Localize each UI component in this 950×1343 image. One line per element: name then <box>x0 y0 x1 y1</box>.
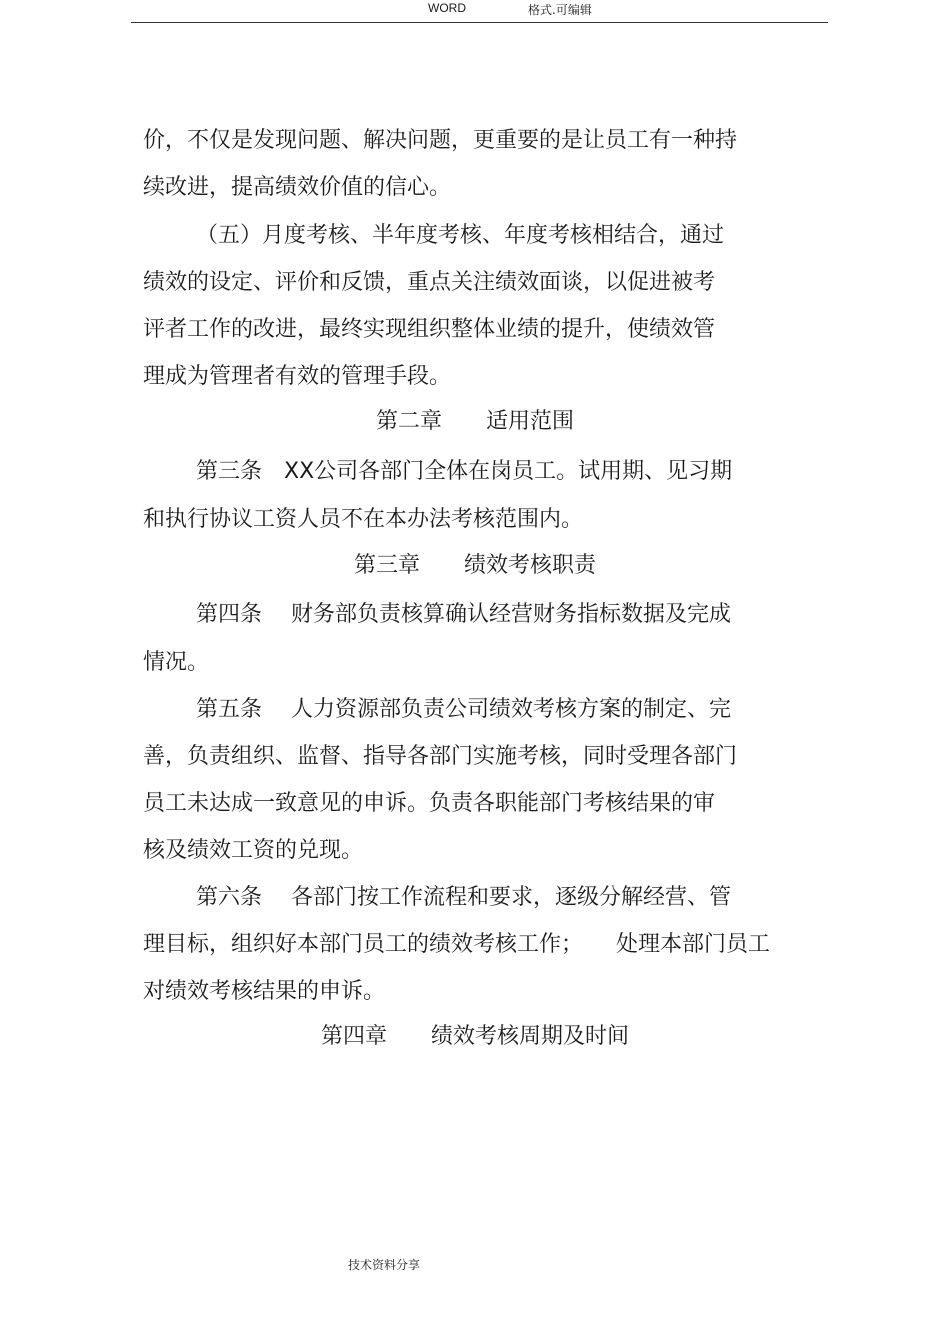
header-word-label: WORD <box>428 1 466 15</box>
body-line: 续改进，提高绩效价值的信心。 <box>143 175 452 200</box>
header-rule <box>131 22 828 23</box>
page-header <box>0 0 950 24</box>
body-line: 核及绩效工资的兑现。 <box>143 838 364 863</box>
page-footer: 技术资料分享 <box>348 1258 421 1272</box>
body-line: 评者工作的改进，最终实现组织整体业绩的提升，使绩效管 <box>143 317 716 342</box>
article-line: 第五条 人力资源部负责公司绩效考核方案的制定、完 <box>196 697 731 722</box>
body-line: 员工未达成一致意见的申诉。负责各职能部门考核结果的审 <box>143 791 716 816</box>
body-line: 情况。 <box>143 650 210 675</box>
chapter-heading: 第四章 绩效考核周期及时间 <box>320 1024 629 1049</box>
body-line: 理目标，组织好本部门员工的绩效考核工作； 处理本部门员工 <box>143 932 771 957</box>
body-line: 绩效的设定、评价和反馈，重点关注绩效面谈，以促进被考 <box>143 270 716 295</box>
header-format-label: 格式.可编辑 <box>528 3 592 17</box>
article-line: 第四条 财务部负责核算确认经营财务指标数据及完成 <box>196 602 731 627</box>
article-line: 第三条 XX公司各部门全体在岗员工。试用期、见习期 <box>196 459 733 484</box>
body-line: 理成为管理者有效的管理手段。 <box>143 364 452 389</box>
body-line: 善，负责组织、监督、指导各部门实施考核，同时受理各部门 <box>143 744 738 769</box>
body-line: 和执行协议工资人员不在本办法考核范围内。 <box>143 507 584 532</box>
body-line: 价，不仅是发现问题、解决问题，更重要的是让员工有一种持 <box>143 128 738 153</box>
chapter-heading: 第二章 适用范围 <box>375 409 574 434</box>
body-line: （五）月度考核、半年度考核、年度考核相结合，通过 <box>196 223 725 248</box>
chapter-heading: 第三章 绩效考核职责 <box>353 553 596 578</box>
body-line: 对绩效考核结果的申诉。 <box>143 979 386 1004</box>
article-line: 第六条 各部门按工作流程和要求，逐级分解经营、管 <box>196 885 731 910</box>
